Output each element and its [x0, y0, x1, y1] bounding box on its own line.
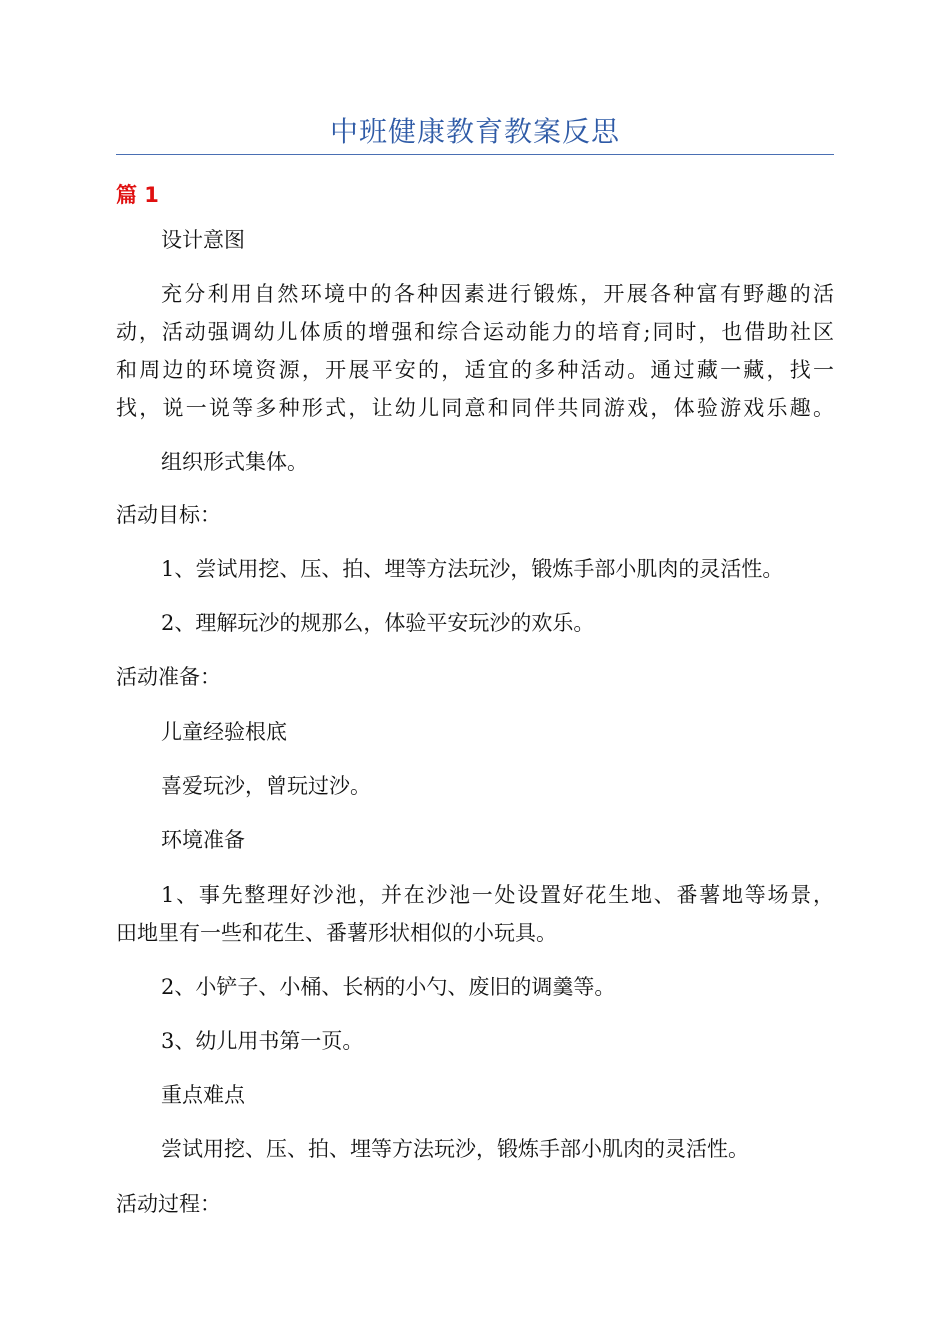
goal-item: 1、尝试用挖、压、拍、埋等方法玩沙，锻炼手部小肌肉的灵活性。: [161, 557, 784, 581]
paragraph-line: 动，活动强调幼儿体质的增强和综合运动能力的培育;同时，也借助社区: [116, 320, 834, 344]
section-heading: 篇 1: [116, 183, 159, 207]
preparation-item: 2、小铲子、小桶、长柄的小勺、废旧的调羹等。: [161, 975, 616, 999]
subheading-environment: 环境准备: [161, 828, 245, 852]
heading-activity-process: 活动过程：: [116, 1192, 221, 1216]
heading-activity-goals: 活动目标：: [116, 503, 221, 527]
paragraph-line: 找，说一说等多种形式，让幼儿同意和同伴共同游戏，体验游戏乐趣。: [116, 396, 834, 420]
title-underline: [116, 154, 834, 155]
preparation-item-continued: 田地里有一些和花生、番薯形状相似的小玩具。: [116, 921, 557, 945]
paragraph-design-intent-heading: 设计意图: [161, 228, 245, 252]
paragraph-line: 喜爱玩沙，曾玩过沙。: [161, 774, 371, 798]
paragraph-line: 尝试用挖、压、拍、埋等方法玩沙，锻炼手部小肌肉的灵活性。: [161, 1137, 749, 1161]
paragraph-line: 和周边的环境资源，开展平安的，适宜的多种活动。通过藏一藏，找一: [116, 358, 834, 382]
heading-activity-preparation: 活动准备：: [116, 665, 221, 689]
paragraph-organization: 组织形式集体。: [161, 450, 308, 474]
preparation-item: 1、事先整理好沙池，并在沙池一处设置好花生地、番薯地等场景，: [161, 883, 834, 907]
preparation-item: 3、幼儿用书第一页。: [161, 1029, 364, 1053]
subheading-child-experience: 儿童经验根底: [161, 720, 287, 744]
subheading-key-difficulties: 重点难点: [161, 1083, 245, 1107]
goal-item: 2、理解玩沙的规那么，体验平安玩沙的欢乐。: [161, 611, 595, 635]
paragraph-line: 充分利用自然环境中的各种因素进行锻炼，开展各种富有野趣的活: [161, 282, 834, 306]
document-title: 中班健康教育教案反思: [329, 115, 620, 148]
